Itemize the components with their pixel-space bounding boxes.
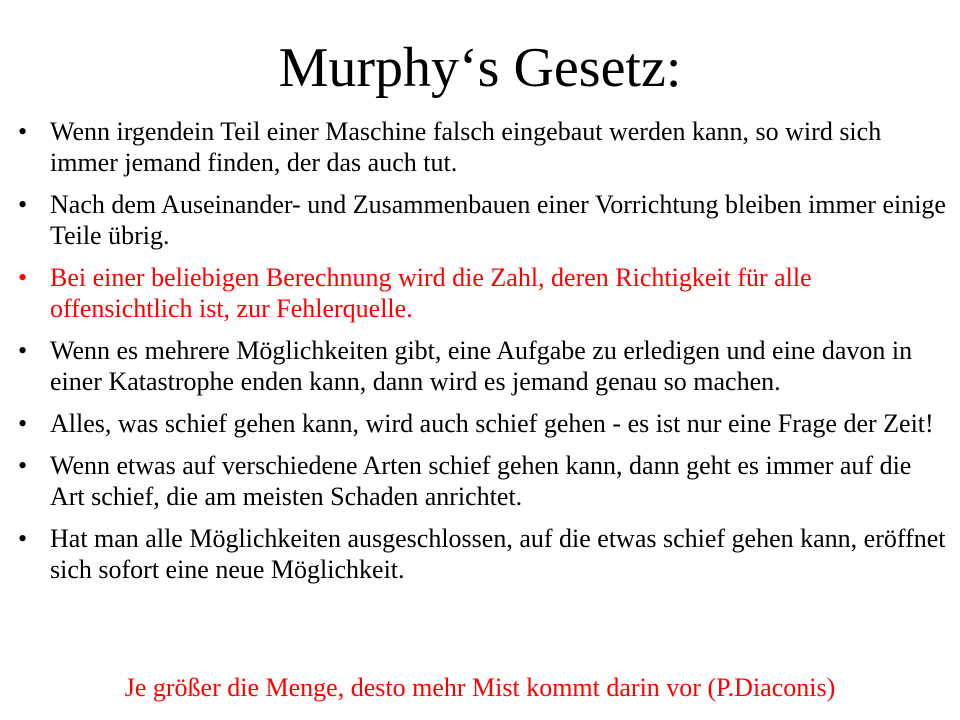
bullet-dot-icon: •: [18, 524, 28, 553]
bullet-dot-icon: •: [18, 190, 28, 219]
bullet-item-highlighted: [18, 262, 948, 324]
bullet-item: [18, 523, 948, 585]
bullet-item: [18, 408, 948, 439]
bullet-item: [18, 189, 948, 251]
bullet-item: [18, 335, 948, 397]
bullet-dot-icon: •: [18, 409, 28, 438]
bullet-text: Nach dem Auseinander- und Zusammenbauen einer Vorrichtung bleiben immer einige Teile übrig.: [50, 190, 946, 250]
bullet-item: [18, 450, 948, 512]
closing-quote: Je größer die Menge, desto mehr Mist kommt darin vor (P.Diaconis): [124, 673, 836, 702]
bullet-text: Wenn irgendein Teil einer Maschine falsch eingebaut werden kann, so wird sich immer jemand finden, der das auch tut.: [50, 117, 882, 177]
bullet-list: [18, 116, 948, 596]
bullet-dot-icon: •: [18, 263, 28, 292]
bullet-text: Alles, was schief gehen kann, wird auch schief gehen - es ist nur eine Frage der Zeit!: [50, 409, 934, 438]
bullet-text: Wenn es mehrere Möglichkeiten gibt, eine Aufgabe zu erledigen und eine davon in einer Katastrophe enden kann, dann wird es jemand genau so machen.: [50, 336, 913, 396]
bullet-dot-icon: •: [18, 451, 28, 480]
slide-title: Murphy‘s Gesetz:: [278, 37, 682, 99]
bullet-dot-icon: •: [18, 117, 28, 146]
bullet-text: Hat man alle Möglichkeiten ausgeschlossen, auf die etwas schief gehen kann, eröffnet sich sofort eine neue Möglichkeit.: [50, 524, 946, 584]
bullet-dot-icon: •: [18, 336, 28, 365]
bullet-text: Wenn etwas auf verschiedene Arten schief gehen kann, dann geht es immer auf die Art schief, die am meisten Schaden anrichtet.: [50, 451, 912, 511]
bullet-item: [18, 116, 948, 178]
bullet-text: Bei einer beliebigen Berechnung wird die Zahl, deren Richtigkeit für alle offensichtlich ist, zur Fehlerquelle.: [50, 263, 812, 323]
